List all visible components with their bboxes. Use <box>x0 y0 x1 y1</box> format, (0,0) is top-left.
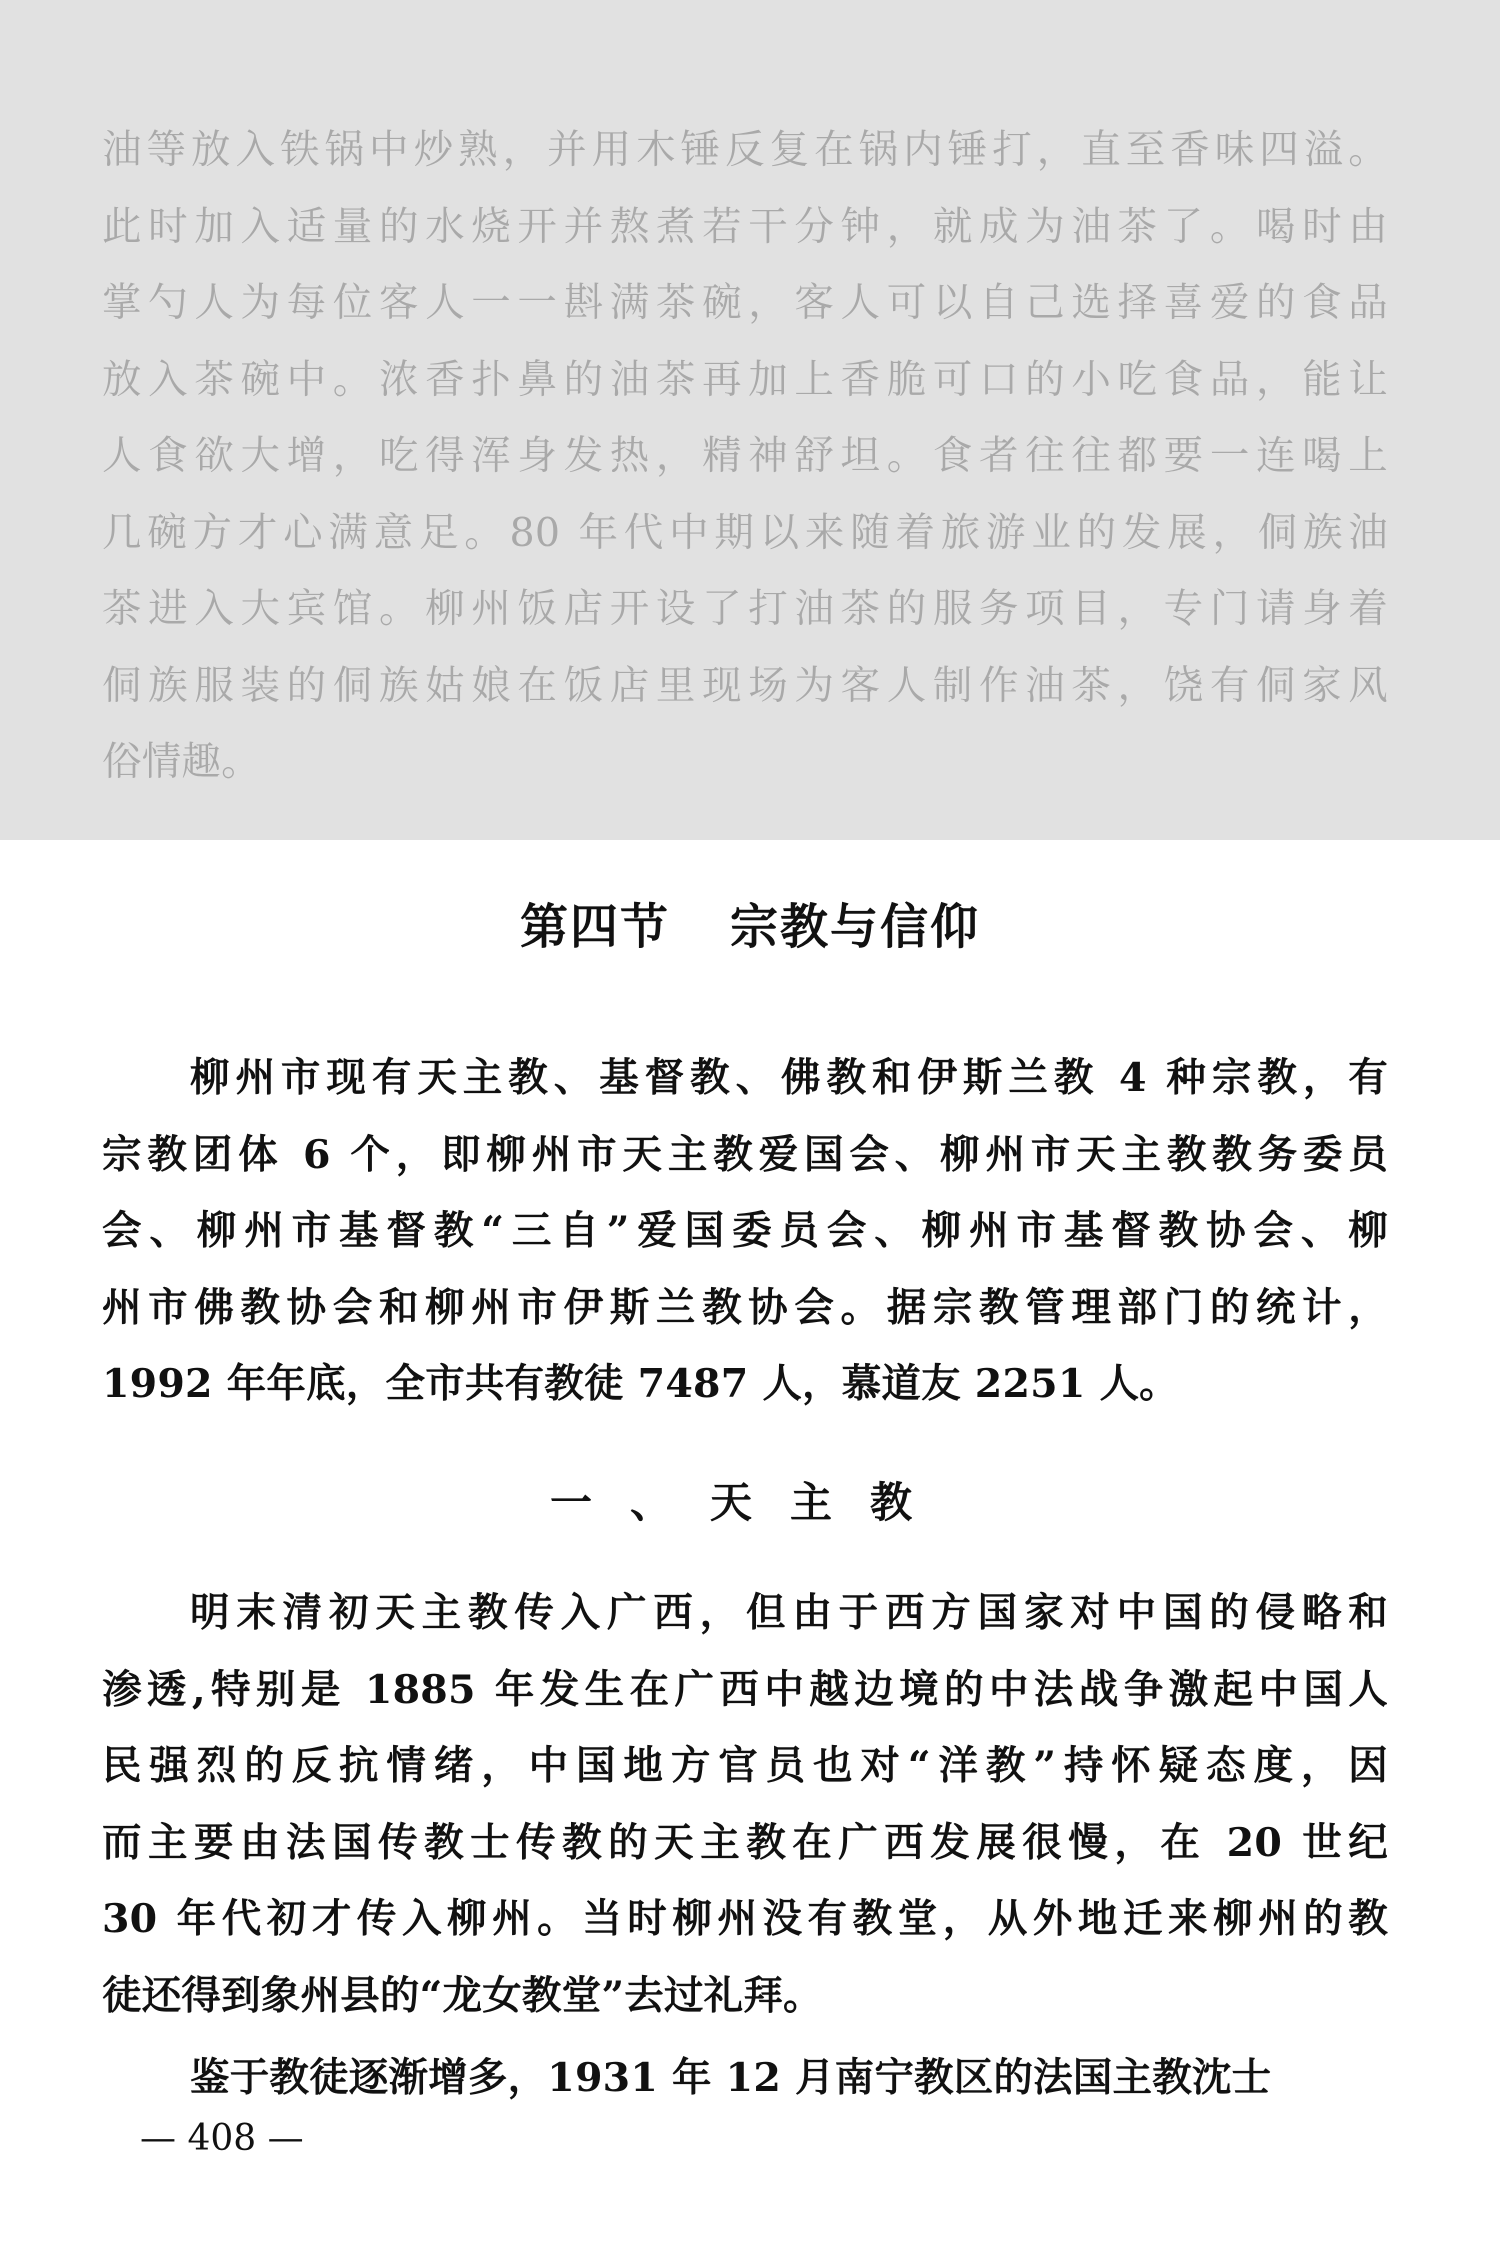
catholic-paragraph-line: 明末清初天主教传入广西，但由于西方国家对中国的侵略和 <box>190 1590 1388 1636</box>
previous-paragraph-line: 几碗方才心满意足。80 年代中期以来随着旅游业的发展，侗族油 <box>102 509 1388 556</box>
next-paragraph <box>102 2040 1388 2117</box>
previous-paragraph <box>102 112 1388 801</box>
intro-paragraph-line: 会、柳州市基督教“三自”爱国委员会、柳州市基督教协会、柳 <box>102 1208 1388 1254</box>
catholic-paragraph-line: 渗透,特别是 1885 年发生在广西中越边境的中法战争激起中国人 <box>102 1666 1388 1713</box>
catholic-paragraph-line: 民强烈的反抗情绪，中国地方官员也对“洋教”持怀疑态度，因 <box>102 1743 1388 1789</box>
catholic-paragraph <box>102 1575 1388 2034</box>
next-paragraph-line: 鉴于教徒逐渐增多，1931 年 12 月南宁教区的法国主教沈士 <box>190 2055 1272 2101</box>
page-number: — 408 — <box>140 2118 304 2159</box>
previous-paragraph-line: 此时加入适量的水烧开并熬煮若干分钟，就成为油茶了。喝时由 <box>102 203 1388 250</box>
previous-paragraph-line: 油等放入铁锅中炒熟，并用木锤反复在锅内锤打，直至香味四溢。 <box>102 127 1388 173</box>
previous-paragraph-block <box>0 0 1500 840</box>
previous-paragraph-line: 俗情趣。 <box>102 739 261 785</box>
catholic-paragraph-line: 30 年代初才传入柳州。当时柳州没有教堂，从外地迁来柳州的教 <box>102 1896 1388 1942</box>
previous-paragraph-line: 放入茶碗中。浓香扑鼻的油茶再加上香脆可口的小吃食品，能让 <box>102 356 1388 403</box>
previous-paragraph-line: 侗族服装的侗族姑娘在饭店里现场为客人制作油茶，饶有侗家风 <box>102 662 1388 709</box>
previous-paragraph-line: 人食欲大增，吃得浑身发热，精神舒坦。食者往往都要一连喝上 <box>102 433 1388 479</box>
intro-paragraph <box>102 1040 1388 1423</box>
intro-paragraph-line: 宗教团体 6 个，即柳州市天主教爱国会、柳州市天主教教务委员 <box>102 1131 1388 1178</box>
intro-paragraph-line: 1992 年年底，全市共有教徒 7487 人，慕道友 2251 人。 <box>102 1361 1179 1407</box>
intro-paragraph-line: 州市佛教协会和柳州市伊斯兰教协会。据宗教管理部门的统计， <box>102 1284 1388 1331</box>
catholic-paragraph-line: 徒还得到象州县的“龙女教堂”去过礼拜。 <box>102 1972 823 2019</box>
intro-paragraph-line: 柳州市现有天主教、基督教、佛教和伊斯兰教 4 种宗教，有 <box>190 1055 1388 1101</box>
subsection-heading: 一、天主教 <box>549 1478 950 1527</box>
section-number: 第四节 <box>519 899 670 955</box>
catholic-paragraph-line: 而主要由法国传教士传教的天主教在广西发展很慢，在 20 世纪 <box>102 1819 1388 1866</box>
previous-paragraph-line: 茶进入大宾馆。柳州饭店开设了打油茶的服务项目，专门请身着 <box>102 586 1388 632</box>
previous-paragraph-line: 掌勺人为每位客人一一斟满茶碗，客人可以自己选择喜爱的食品 <box>102 280 1388 326</box>
section-heading <box>0 888 1500 957</box>
section-title: 宗教与信仰 <box>730 899 981 955</box>
